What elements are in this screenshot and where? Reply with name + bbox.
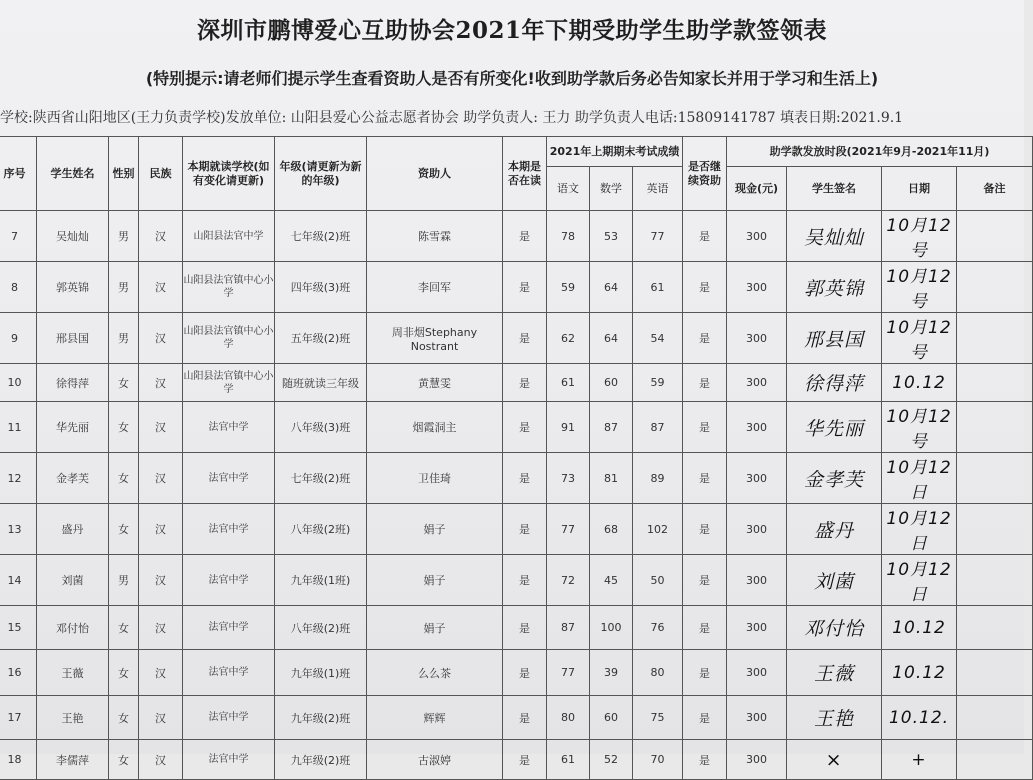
- continue-cell: 是: [683, 740, 727, 780]
- student-signature: 盛丹: [787, 504, 882, 555]
- row-number: 10: [0, 364, 37, 402]
- math-score: 87: [590, 402, 633, 453]
- cash-cell: 300: [727, 211, 787, 262]
- math-score: 100: [590, 606, 633, 650]
- header-enrolled: 本期是否在读: [503, 137, 547, 211]
- math-score: 68: [590, 504, 633, 555]
- row-number: 17: [0, 696, 37, 740]
- enrolled-cell: 是: [503, 313, 547, 364]
- student-name: 王薇: [37, 650, 109, 696]
- ethnicity-cell: 汉: [139, 740, 183, 780]
- english-score: 59: [633, 364, 683, 402]
- donor-cell: 辉辉: [367, 696, 503, 740]
- donor-cell: 陈雪霖: [367, 211, 503, 262]
- grade-cell: 四年级(3)班: [275, 262, 367, 313]
- remark-cell: [957, 364, 1033, 402]
- remark-cell: [957, 650, 1033, 696]
- enrolled-cell: 是: [503, 453, 547, 504]
- math-score: 45: [590, 555, 633, 606]
- signature-date: 10.12: [882, 364, 957, 402]
- ethnicity-cell: 汉: [139, 211, 183, 262]
- header-remark: 备注: [957, 167, 1033, 211]
- student-name: 郭英锦: [37, 262, 109, 313]
- english-score: 70: [633, 740, 683, 780]
- enrolled-cell: 是: [503, 504, 547, 555]
- ethnicity-cell: 汉: [139, 650, 183, 696]
- ethnicity-cell: 汉: [139, 555, 183, 606]
- row-number: 9: [0, 313, 37, 364]
- ethnicity-cell: 汉: [139, 606, 183, 650]
- student-name: 吴灿灿: [37, 211, 109, 262]
- continue-cell: 是: [683, 364, 727, 402]
- enrolled-cell: 是: [503, 650, 547, 696]
- student-signature: ×: [787, 740, 882, 780]
- grade-cell: 七年级(2)班: [275, 211, 367, 262]
- chinese-score: 87: [547, 606, 590, 650]
- english-score: 80: [633, 650, 683, 696]
- student-signature: 邢县国: [787, 313, 882, 364]
- chinese-score: 78: [547, 211, 590, 262]
- signature-date: 10.12.: [882, 696, 957, 740]
- header-date: 日期: [882, 167, 957, 211]
- header-chinese: 语文: [547, 167, 590, 211]
- student-name: 邓付怡: [37, 606, 109, 650]
- student-signature: 刘菌: [787, 555, 882, 606]
- table-row: [0, 313, 1033, 364]
- table-row: [0, 402, 1033, 453]
- gender-cell: 女: [109, 504, 139, 555]
- gender-cell: 男: [109, 555, 139, 606]
- continue-cell: 是: [683, 555, 727, 606]
- english-score: 87: [633, 402, 683, 453]
- school-cell: 法官中学: [183, 453, 275, 504]
- cash-cell: 300: [727, 313, 787, 364]
- student-name: 李儒萍: [37, 740, 109, 780]
- remark-cell: [957, 606, 1033, 650]
- grade-cell: 九年级(2)班: [275, 740, 367, 780]
- continue-cell: 是: [683, 504, 727, 555]
- continue-cell: 是: [683, 402, 727, 453]
- row-number: 14: [0, 555, 37, 606]
- student-table: [0, 136, 1033, 780]
- table-row: [0, 504, 1033, 555]
- gender-cell: 女: [109, 453, 139, 504]
- signature-date: 10月12号: [882, 262, 957, 313]
- enrolled-cell: 是: [503, 364, 547, 402]
- ethnicity-cell: 汉: [139, 453, 183, 504]
- school-cell: 法官中学: [183, 740, 275, 780]
- school-cell: 山阳县法官镇中心小学: [183, 262, 275, 313]
- ethnicity-cell: 汉: [139, 313, 183, 364]
- school-cell: 法官中学: [183, 696, 275, 740]
- header-no: 序号: [0, 137, 37, 211]
- header-school: 本期就读学校(如有变化请更新): [183, 137, 275, 211]
- student-signature: 王艳: [787, 696, 882, 740]
- math-score: 39: [590, 650, 633, 696]
- remark-cell: [957, 402, 1033, 453]
- chinese-score: 62: [547, 313, 590, 364]
- cash-cell: 300: [727, 364, 787, 402]
- donor-cell: 周非烟Stephany Nostrant: [367, 313, 503, 364]
- gender-cell: 女: [109, 606, 139, 650]
- enrolled-cell: 是: [503, 211, 547, 262]
- english-score: 54: [633, 313, 683, 364]
- school-cell: 法官中学: [183, 504, 275, 555]
- student-signature: 郭英锦: [787, 262, 882, 313]
- row-number: 8: [0, 262, 37, 313]
- english-score: 76: [633, 606, 683, 650]
- student-signature: 徐得萍: [787, 364, 882, 402]
- gender-cell: 男: [109, 313, 139, 364]
- ethnicity-cell: 汉: [139, 504, 183, 555]
- grade-cell: 八年级(2)班: [275, 606, 367, 650]
- ethnicity-cell: 汉: [139, 364, 183, 402]
- table-row: [0, 606, 1033, 650]
- donor-cell: 烟霞洞主: [367, 402, 503, 453]
- english-score: 61: [633, 262, 683, 313]
- cash-cell: 300: [727, 262, 787, 313]
- student-name: 金孝芙: [37, 453, 109, 504]
- remark-cell: [957, 740, 1033, 780]
- row-number: 18: [0, 740, 37, 780]
- school-cell: 山阳县法官中学: [183, 211, 275, 262]
- continue-cell: 是: [683, 606, 727, 650]
- row-number: 7: [0, 211, 37, 262]
- grade-cell: 九年级(1班): [275, 555, 367, 606]
- donor-cell: 黄慧雯: [367, 364, 503, 402]
- cash-cell: 300: [727, 740, 787, 780]
- chinese-score: 59: [547, 262, 590, 313]
- header-ethnicity: 民族: [139, 137, 183, 211]
- enrolled-cell: 是: [503, 402, 547, 453]
- signature-date: 10月12日: [882, 504, 957, 555]
- header-gender: 性别: [109, 137, 139, 211]
- header-name: 学生姓名: [37, 137, 109, 211]
- donor-cell: 娟子: [367, 504, 503, 555]
- gender-cell: 女: [109, 364, 139, 402]
- math-score: 53: [590, 211, 633, 262]
- school-cell: 法官中学: [183, 606, 275, 650]
- student-signature: 华先丽: [787, 402, 882, 453]
- continue-cell: 是: [683, 262, 727, 313]
- enrolled-cell: 是: [503, 696, 547, 740]
- donor-cell: 李回军: [367, 262, 503, 313]
- signature-date: 10月12日: [882, 555, 957, 606]
- continue-cell: 是: [683, 453, 727, 504]
- enrolled-cell: 是: [503, 606, 547, 650]
- grade-cell: 随班就读三年级: [275, 364, 367, 402]
- header-continue: 是否继续资助: [683, 137, 727, 211]
- ethnicity-cell: 汉: [139, 696, 183, 740]
- student-name: 徐得萍: [37, 364, 109, 402]
- signature-date: 10月12号: [882, 402, 957, 453]
- signature-date: +: [882, 740, 957, 780]
- row-number: 12: [0, 453, 37, 504]
- table-row: [0, 696, 1033, 740]
- student-signature: 吴灿灿: [787, 211, 882, 262]
- cash-cell: 300: [727, 453, 787, 504]
- enrolled-cell: 是: [503, 740, 547, 780]
- english-score: 89: [633, 453, 683, 504]
- header-grade: 年级(请更新为新的年级): [275, 137, 367, 211]
- row-number: 15: [0, 606, 37, 650]
- remark-cell: [957, 262, 1033, 313]
- special-notice: (特别提示:请老师们提示学生查看资助人是否有所变化!收到助学款后务必告知家长并用于学习和生活上): [145, 69, 879, 88]
- student-signature: 王薇: [787, 650, 882, 696]
- table-row: [0, 262, 1033, 313]
- math-score: 52: [590, 740, 633, 780]
- cash-cell: 300: [727, 402, 787, 453]
- chinese-score: 61: [547, 740, 590, 780]
- student-name: 刘菌: [37, 555, 109, 606]
- remark-cell: [957, 696, 1033, 740]
- header-math: 数学: [590, 167, 633, 211]
- student-name: 邢县国: [37, 313, 109, 364]
- chinese-score: 91: [547, 402, 590, 453]
- row-number: 13: [0, 504, 37, 555]
- signature-date: 10月12号: [882, 211, 957, 262]
- chinese-score: 77: [547, 650, 590, 696]
- chinese-score: 61: [547, 364, 590, 402]
- cash-cell: 300: [727, 696, 787, 740]
- table-row: [0, 453, 1033, 504]
- math-score: 64: [590, 313, 633, 364]
- ethnicity-cell: 汉: [139, 262, 183, 313]
- signature-date: 10月12日: [882, 453, 957, 504]
- math-score: 81: [590, 453, 633, 504]
- enrolled-cell: 是: [503, 555, 547, 606]
- grade-cell: 八年级(2班): [275, 504, 367, 555]
- school-cell: 法官中学: [183, 555, 275, 606]
- document-title: 深圳市鹏博爱心互助协会2021年下期受助学生助学款签领表: [196, 17, 827, 44]
- continue-cell: 是: [683, 650, 727, 696]
- remark-cell: [957, 313, 1033, 364]
- signature-date: 10.12: [882, 650, 957, 696]
- chinese-score: 80: [547, 696, 590, 740]
- gender-cell: 男: [109, 211, 139, 262]
- cash-cell: 300: [727, 504, 787, 555]
- gender-cell: 女: [109, 650, 139, 696]
- student-name: 王艳: [37, 696, 109, 740]
- donor-cell: 娟子: [367, 555, 503, 606]
- header-scores-group: 2021年上期期末考试成绩: [547, 137, 683, 167]
- gender-cell: 女: [109, 696, 139, 740]
- cash-cell: 300: [727, 650, 787, 696]
- header-english: 英语: [633, 167, 683, 211]
- cash-cell: 300: [727, 606, 787, 650]
- grade-cell: 五年级(2)班: [275, 313, 367, 364]
- ethnicity-cell: 汉: [139, 402, 183, 453]
- table-row: [0, 650, 1033, 696]
- grade-cell: 七年级(2)班: [275, 453, 367, 504]
- header-signature: 学生签名: [787, 167, 882, 211]
- table-row: [0, 364, 1033, 402]
- header-donor: 资助人: [367, 137, 503, 211]
- math-score: 64: [590, 262, 633, 313]
- student-signature: 邓付怡: [787, 606, 882, 650]
- english-score: 75: [633, 696, 683, 740]
- info-line: 学校:陕西省山阳地区(王力负责学校)发放单位: 山阳县爱心公益志愿者协会 助学负责人: 王力 助学负责人电话:15809141787 填表日期:2021.9.1: [0, 110, 904, 126]
- donor-cell: 么么茶: [367, 650, 503, 696]
- student-signature: 金孝芙: [787, 453, 882, 504]
- table-body: [0, 211, 1033, 780]
- remark-cell: [957, 211, 1033, 262]
- school-cell: 山阳县法官镇中心小学: [183, 313, 275, 364]
- math-score: 60: [590, 696, 633, 740]
- continue-cell: 是: [683, 696, 727, 740]
- remark-cell: [957, 453, 1033, 504]
- grade-cell: 九年级(1)班: [275, 650, 367, 696]
- enrolled-cell: 是: [503, 262, 547, 313]
- school-cell: 山阳县法官镇中心小学: [183, 364, 275, 402]
- header-payment-group: 助学款发放时段(2021年9月-2021年11月): [727, 137, 1033, 167]
- signature-date: 10.12: [882, 606, 957, 650]
- gender-cell: 女: [109, 402, 139, 453]
- student-name: 盛丹: [37, 504, 109, 555]
- table-row: [0, 211, 1033, 262]
- row-number: 16: [0, 650, 37, 696]
- table-row: [0, 555, 1033, 606]
- remark-cell: [957, 504, 1033, 555]
- donor-cell: 娟子: [367, 606, 503, 650]
- grade-cell: 九年级(2)班: [275, 696, 367, 740]
- continue-cell: 是: [683, 211, 727, 262]
- chinese-score: 77: [547, 504, 590, 555]
- grade-cell: 八年级(3)班: [275, 402, 367, 453]
- cash-cell: 300: [727, 555, 787, 606]
- english-score: 50: [633, 555, 683, 606]
- row-number: 11: [0, 402, 37, 453]
- chinese-score: 73: [547, 453, 590, 504]
- table-row: [0, 740, 1033, 780]
- donor-cell: 卫佳琦: [367, 453, 503, 504]
- continue-cell: 是: [683, 313, 727, 364]
- school-cell: 法官中学: [183, 650, 275, 696]
- header-cash: 现金(元): [727, 167, 787, 211]
- signature-date: 10月12号: [882, 313, 957, 364]
- gender-cell: 男: [109, 262, 139, 313]
- student-name: 华先丽: [37, 402, 109, 453]
- donor-cell: 古淑婷: [367, 740, 503, 780]
- english-score: 102: [633, 504, 683, 555]
- english-score: 77: [633, 211, 683, 262]
- chinese-score: 72: [547, 555, 590, 606]
- school-cell: 法官中学: [183, 402, 275, 453]
- math-score: 60: [590, 364, 633, 402]
- remark-cell: [957, 555, 1033, 606]
- gender-cell: 女: [109, 740, 139, 780]
